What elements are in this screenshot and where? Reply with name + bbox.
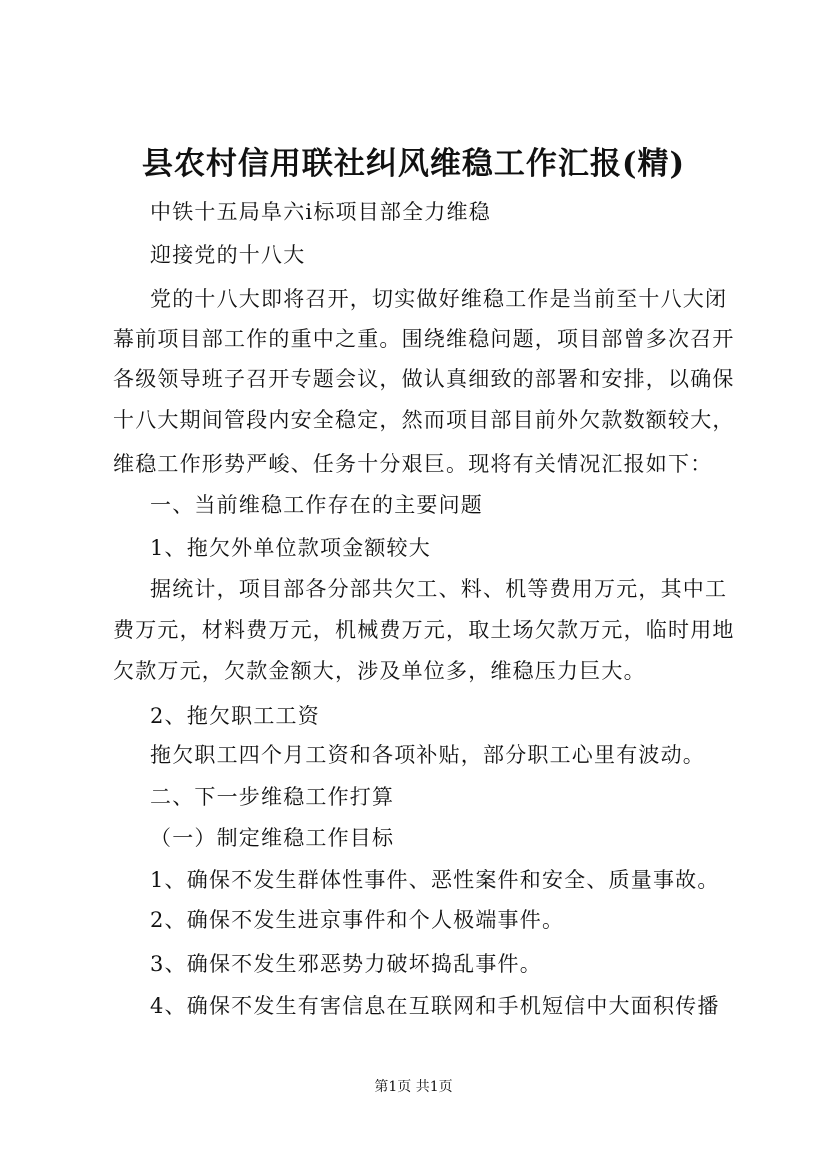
subtitle-line-1: 中铁十五局阜六ⅰ标项目部全力维稳	[150, 200, 491, 224]
goal-item: 4、确保不发生有害信息在互联网和手机短信中大面积传播	[150, 994, 720, 1018]
paragraph-line: 据统计，项目部各分部共欠工、料、机等费用万元，其中工	[150, 577, 728, 601]
section-heading-1: 一、当前维稳工作存在的主要问题	[150, 493, 483, 517]
subtitle-line-2: 迎接党的十八大	[150, 243, 306, 267]
paragraph-line: 费万元，材料费万元，机械费万元，取土场欠款万元，临时用地	[113, 618, 735, 642]
paragraph-line: 各级领导班子召开专题会议，做认真细致的部署和安排，以确保	[113, 367, 735, 391]
document-title: 县农村信用联社纠风维稳工作汇报(精)	[141, 146, 686, 182]
paragraph-line: 党的十八大即将召开，切实做好维稳工作是当前至十八大闭	[150, 287, 728, 311]
wages-paragraph: 拖欠职工四个月工资和各项补贴，部分职工心里有波动。	[150, 743, 705, 767]
paragraph-line: 幕前项目部工作的重中之重。围绕维稳问题，项目部曾多次召开	[113, 327, 735, 351]
goal-item: 1、确保不发生群体性事件、恶性案件和安全、质量事故。	[150, 868, 720, 892]
item-heading-1-1: 1、拖欠外单位款项金额较大	[150, 536, 431, 560]
page-number-footer: 第1页 共1页	[374, 1079, 453, 1095]
paragraph-line: 维稳工作形势严峻、任务十分艰巨。现将有关情况汇报如下：	[113, 452, 713, 476]
paragraph-line: 欠款万元，欠款金额大，涉及单位多，维稳压力巨大。	[113, 659, 646, 683]
sub-heading-2-1: （一）制定维稳工作目标	[150, 826, 395, 850]
goal-item: 3、确保不发生邪恶势力破坏捣乱事件。	[150, 952, 542, 976]
section-heading-2: 二、下一步维稳工作打算	[150, 785, 395, 809]
item-heading-1-2: 2、拖欠职工工资	[150, 704, 320, 728]
paragraph-line: 十八大期间管段内安全稳定，然而项目部目前外欠款数额较大，	[113, 408, 735, 432]
goal-item: 2、确保不发生进京事件和个人极端事件。	[150, 908, 565, 932]
